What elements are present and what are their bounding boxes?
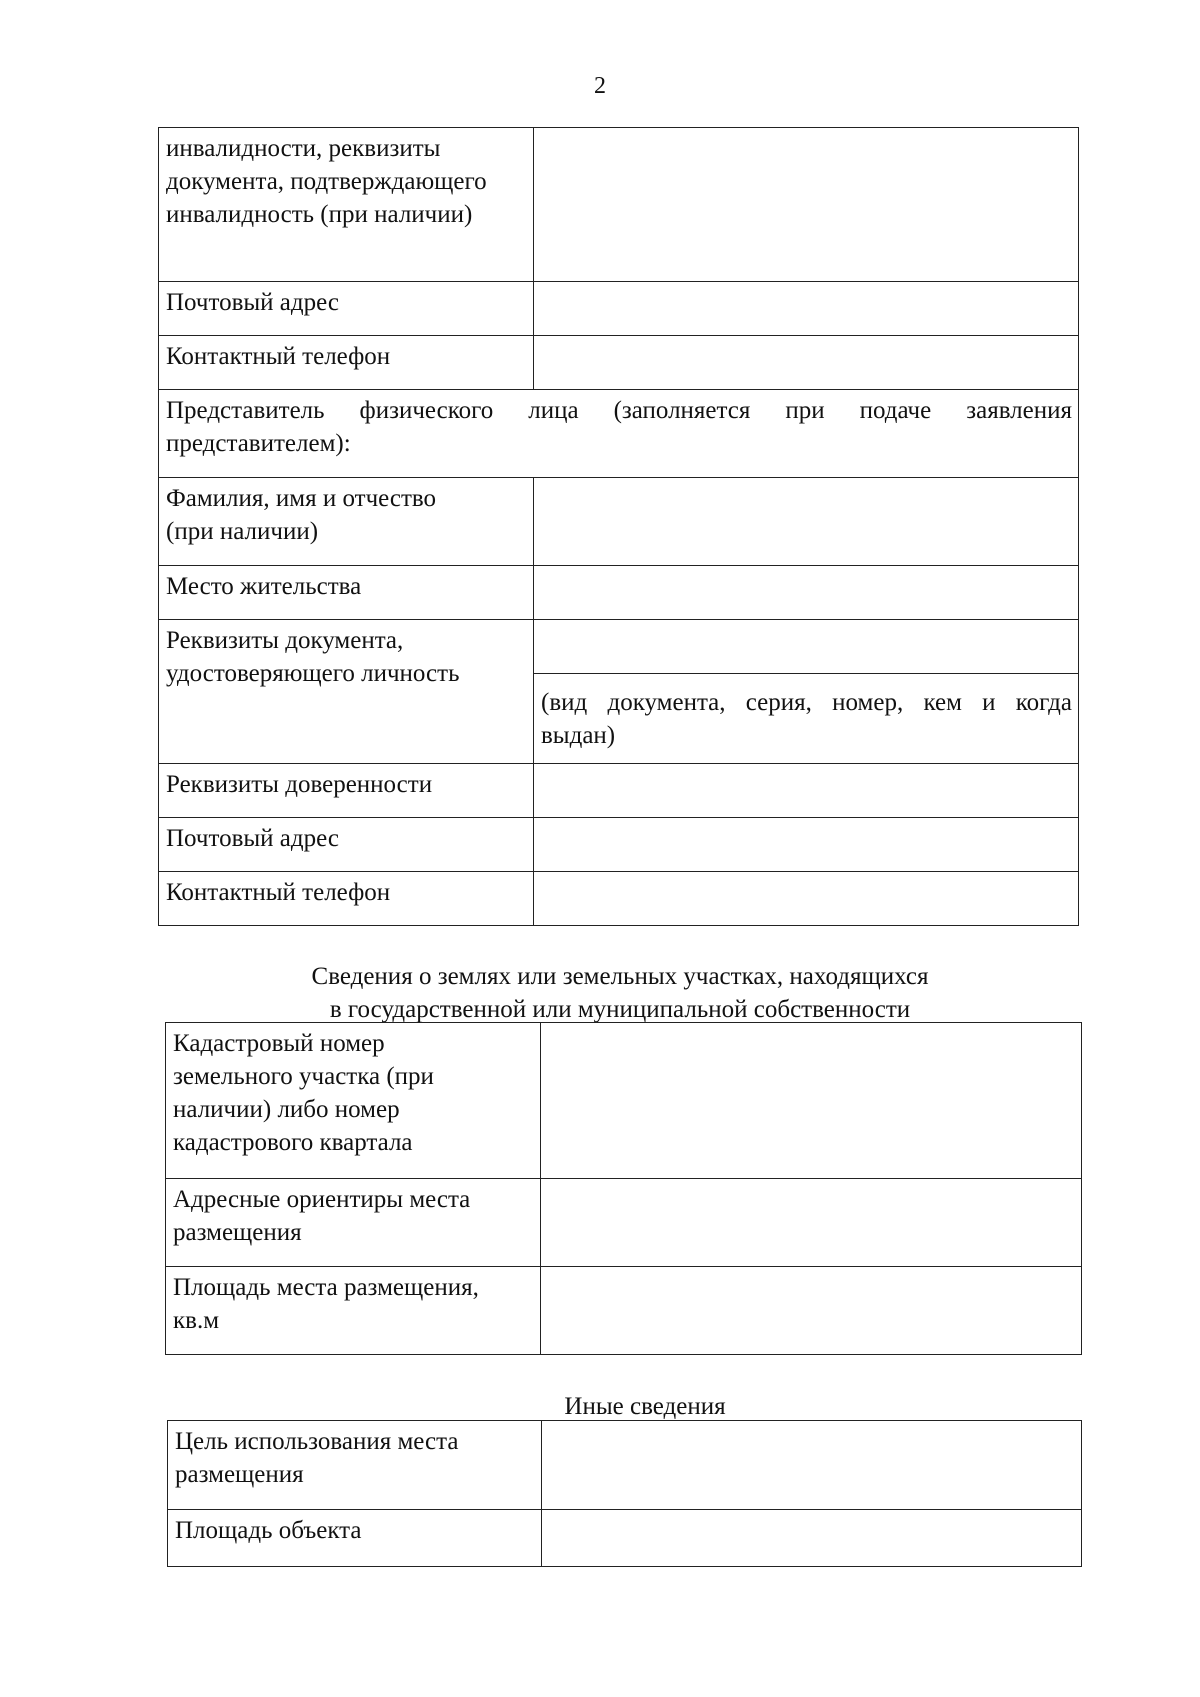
purpose-label: Цель использования места размещения	[175, 1428, 459, 1488]
rep-postal-address-field[interactable]	[534, 818, 1079, 872]
rep-full-name-field[interactable]	[534, 478, 1079, 566]
representative-section-line1: Представитель физического лица (заполняется при подаче заявления	[166, 397, 1072, 424]
rep-residence-label: Место жительства	[166, 573, 362, 600]
object-area-label: Площадь объекта	[175, 1517, 362, 1544]
land-area-field[interactable]	[541, 1267, 1082, 1355]
disability-label: инвалидности, реквизиты документа, подтверждающего инвалидность (при наличии)	[166, 135, 487, 228]
phone-label-cell	[159, 336, 534, 390]
representative-section-header	[159, 390, 1079, 478]
rep-id-document-hint-line1: (вид документа, серия, номер, кем и когда	[541, 689, 1072, 716]
rep-full-name-label-cell	[159, 478, 534, 566]
land-area-label-cell	[166, 1267, 541, 1355]
disability-value-field[interactable]	[534, 128, 1079, 282]
object-area-field[interactable]	[542, 1510, 1082, 1567]
representative-section-line2: представителем):	[166, 430, 351, 457]
rep-power-of-attorney-label-cell	[159, 764, 534, 818]
rep-phone-label: Контактный телефон	[166, 879, 391, 906]
rep-power-of-attorney-field[interactable]	[534, 764, 1079, 818]
cadastral-label: Кадастровый номер земельного участка (при наличии) либо номер кадастрового квартала	[173, 1030, 434, 1156]
postal-address-label-cell	[159, 282, 534, 336]
object-area-label-cell	[168, 1510, 542, 1567]
cadastral-field[interactable]	[541, 1023, 1082, 1179]
land-info-table	[165, 1022, 1082, 1355]
land-address-label-cell	[166, 1179, 541, 1267]
rep-postal-address-label: Почтовый адрес	[166, 825, 339, 852]
applicant-representative-table	[158, 127, 1079, 926]
other-info-table	[167, 1420, 1082, 1567]
rep-id-document-hint-cell	[534, 674, 1079, 764]
disability-label-cell	[159, 128, 534, 282]
other-section-heading: Иные сведения	[564, 1393, 726, 1420]
rep-id-document-field[interactable]	[534, 620, 1079, 674]
rep-power-of-attorney-label: Реквизиты доверенности	[166, 771, 433, 798]
land-heading-line1: Сведения о землях или земельных участках, находящихся	[311, 963, 929, 990]
rep-postal-address-label-cell	[159, 818, 534, 872]
postal-address-label: Почтовый адрес	[166, 289, 339, 316]
rep-id-document-label: Реквизиты документа, удостоверяющего личность	[166, 627, 460, 687]
phone-label: Контактный телефон	[166, 343, 391, 370]
land-area-label: Площадь места размещения, кв.м	[173, 1274, 479, 1334]
rep-residence-label-cell	[159, 566, 534, 620]
rep-id-document-label-cell	[159, 620, 534, 764]
page-number: 2	[594, 73, 606, 99]
rep-phone-field[interactable]	[534, 872, 1079, 926]
cadastral-label-cell	[166, 1023, 541, 1179]
rep-id-document-hint-line2: выдан)	[541, 722, 616, 749]
rep-residence-field[interactable]	[534, 566, 1079, 620]
land-address-field[interactable]	[541, 1179, 1082, 1267]
rep-phone-label-cell	[159, 872, 534, 926]
rep-full-name-label: Фамилия, имя и отчество (при наличии)	[166, 485, 437, 545]
land-heading-line2: в государственной или муниципальной собственности	[329, 996, 911, 1023]
purpose-label-cell	[168, 1421, 542, 1510]
land-section-heading	[0, 960, 1200, 1026]
purpose-field[interactable]	[542, 1421, 1082, 1510]
phone-field[interactable]	[534, 336, 1079, 390]
land-address-label: Адресные ориентиры места размещения	[173, 1186, 471, 1246]
postal-address-field[interactable]	[534, 282, 1079, 336]
